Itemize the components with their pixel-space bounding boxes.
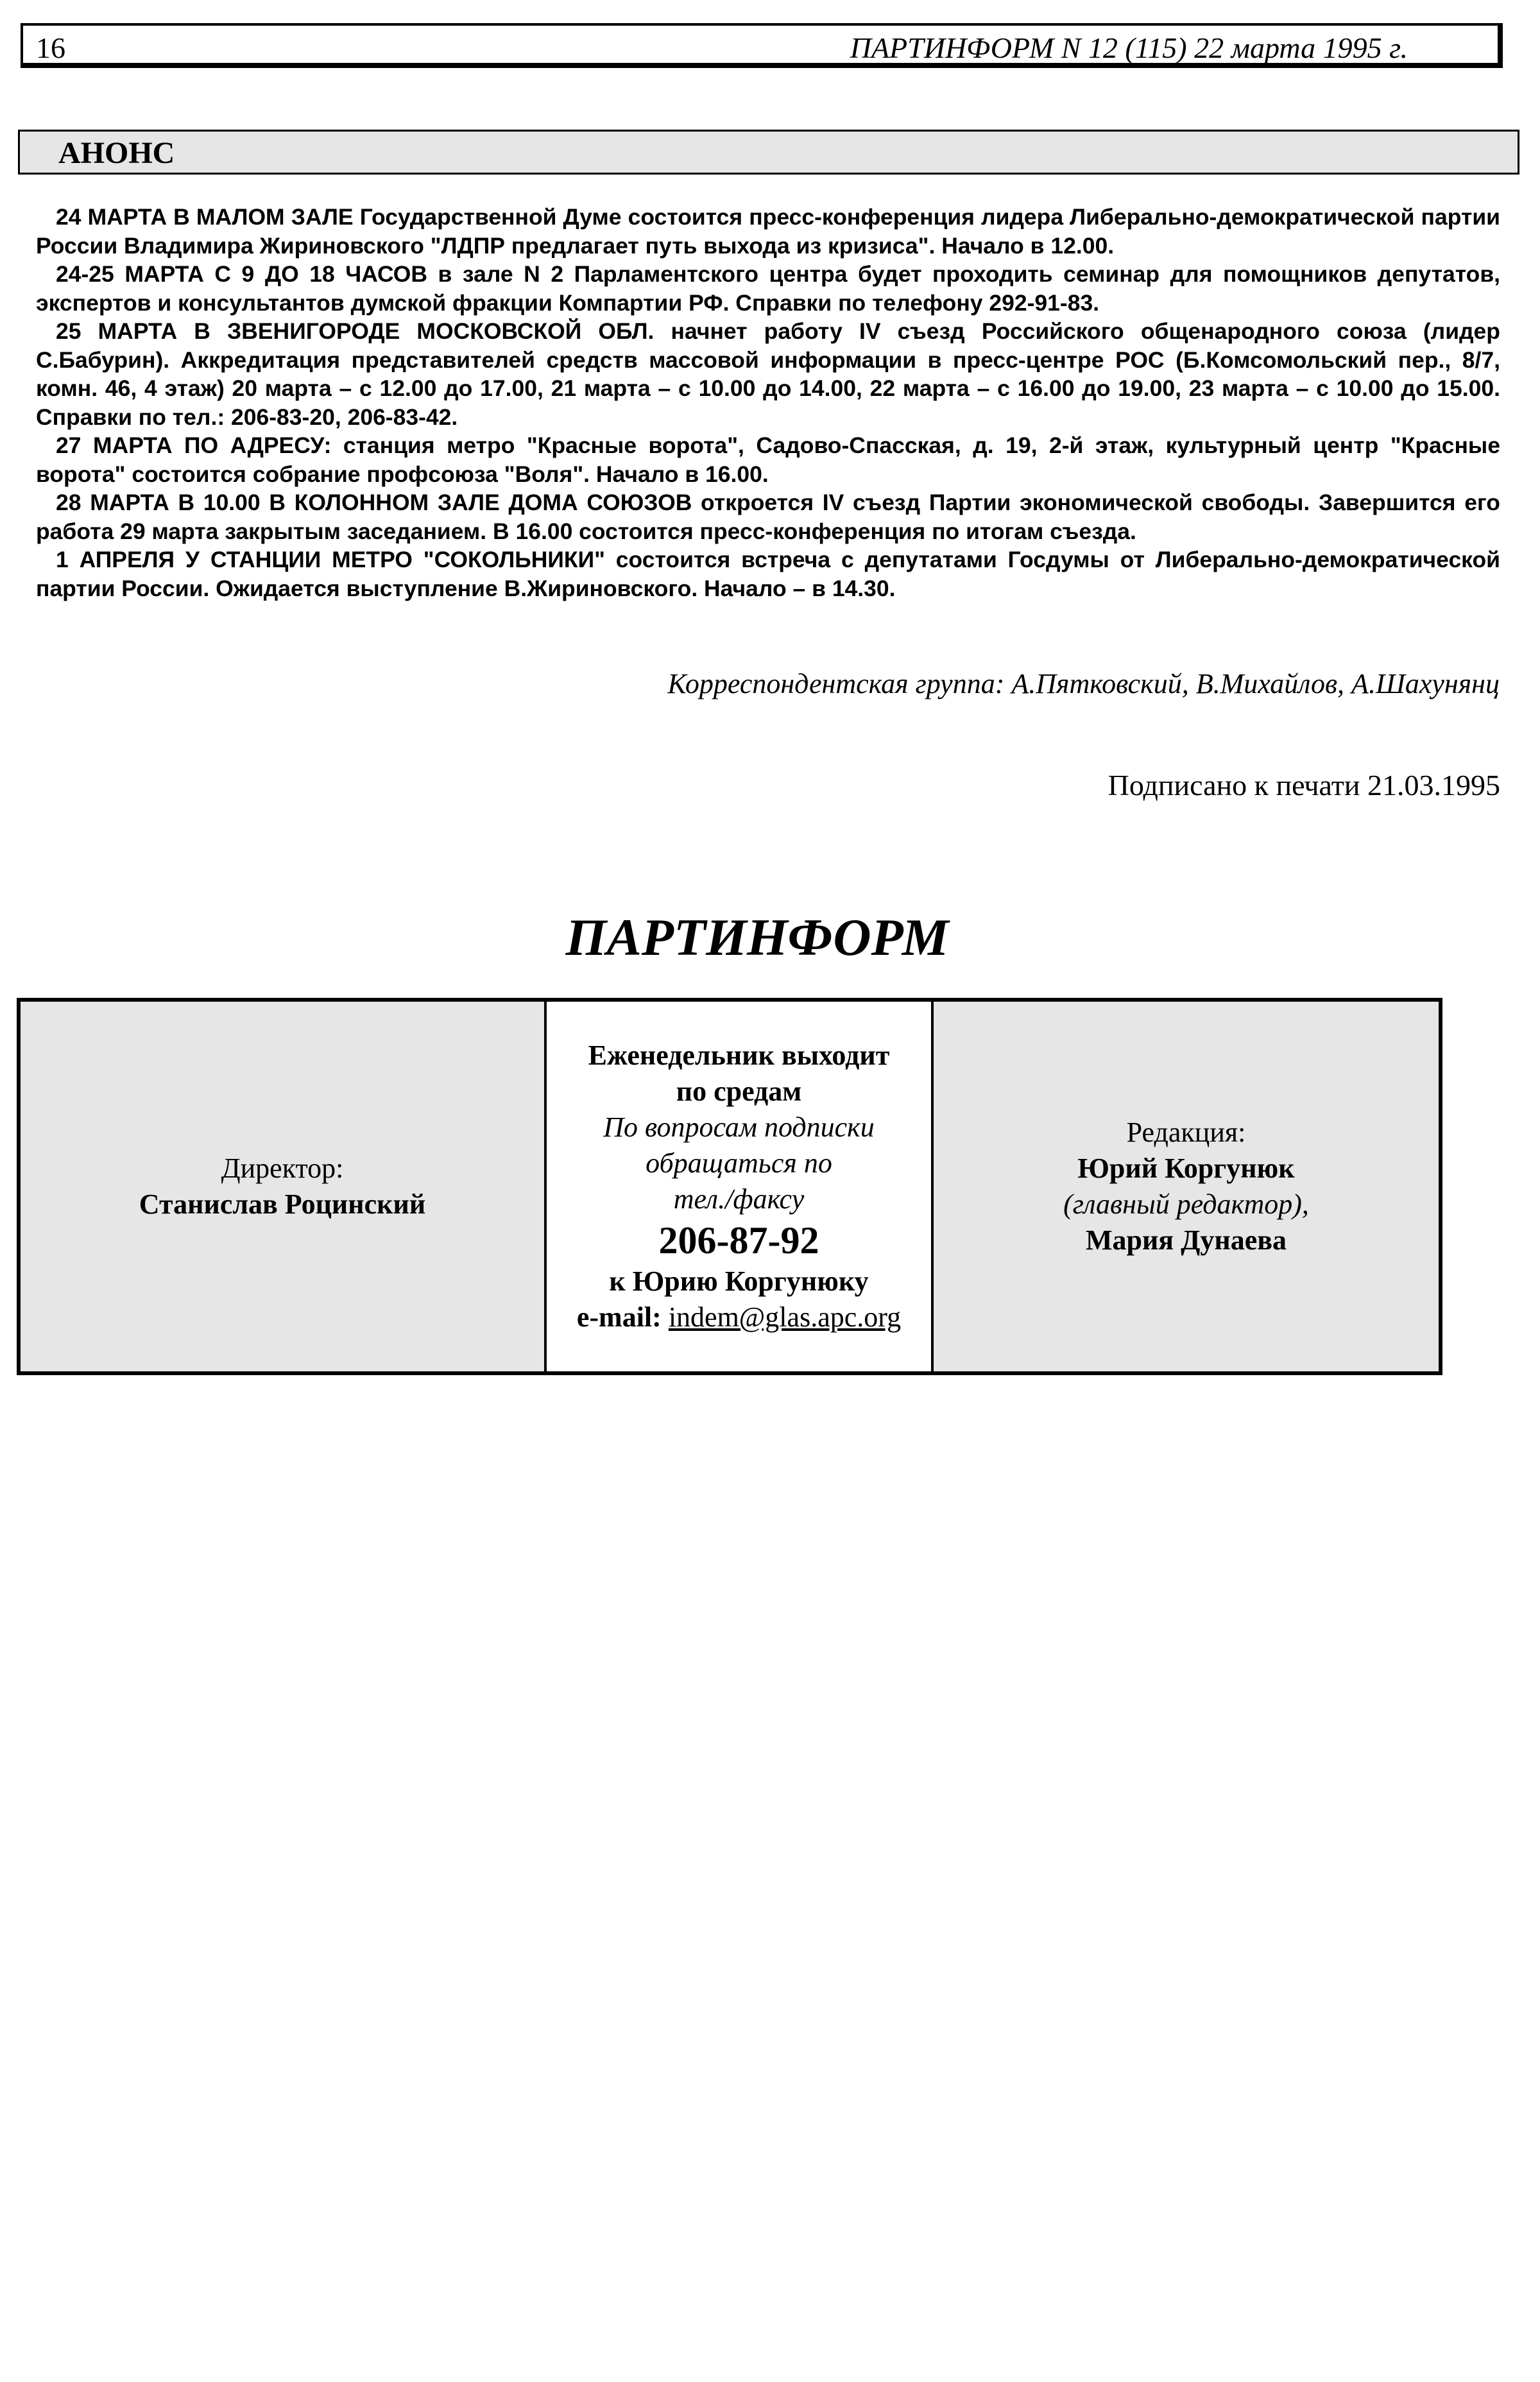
subscription-line-2: обращаться по (646, 1147, 832, 1179)
correspondents-line: Корреспондентская группа: А.Пятковский, В.Михайлов, А.Шахунянц (667, 668, 1500, 699)
section-bar (18, 130, 1519, 175)
weekly-line-1: Еженедельник выходит (588, 1040, 890, 1071)
editor-role: (главный редактор), (1063, 1188, 1309, 1220)
imprint-editorial-cell (934, 1002, 1439, 1371)
subscription-line-3: тел./факсу (673, 1183, 805, 1215)
announcement-item (36, 431, 1500, 488)
masthead-title: ПАРТИНФОРМ (565, 908, 949, 966)
announcement-lead: 25 МАРТА В ЗВЕНИГОРОДЕ МОСКОВСКОЙ ОБЛ. (56, 318, 654, 344)
running-header (21, 23, 1503, 68)
announcement-text: состоится встреча с депутатами Госдумы от Либерально-демократической партии России. Ожидается выступление В.Жириновского. Начало – в 14.30. (36, 547, 1500, 601)
announcement-lead: 1 АПРЕЛЯ У СТАНЦИИ МЕТРО "СОКОЛЬНИКИ" (56, 547, 605, 572)
director-label: Директор: (221, 1152, 344, 1184)
director-name: Станислав Роцинский (139, 1188, 426, 1220)
announcements (36, 203, 1500, 603)
announcement-text: Государственной Думе состоится пресс-конференция лидера Либерально-демократической партии России Владимира Жириновского "ЛДПР предлагает путь выхода из кризиса". Начало в 12.00. (36, 204, 1500, 259)
announcement-item (36, 317, 1500, 431)
announcement-lead: 28 МАРТА В 10.00 В КОЛОННОМ ЗАЛЕ ДОМА СОЮЗОВ (56, 490, 692, 515)
announcement-lead: 27 МАРТА ПО АДРЕСУ: (56, 433, 332, 458)
imprint-box (17, 998, 1442, 1375)
email-link[interactable]: indem@glas.apc.org (668, 1301, 902, 1333)
announcement-item (36, 203, 1500, 260)
announcement-text: станция метро "Красные ворота", Садово-Спасская, д. 19, 2-й этаж, культурный центр "Красные ворота" состоится собрание профсоюза "Воля". Начало в 16.00. (36, 433, 1500, 487)
page-number: 16 (36, 31, 65, 64)
signed-to-print: Подписано к печати 21.03.1995 (1108, 769, 1500, 801)
announcement-item (36, 260, 1500, 317)
announcement-lead: 24-25 МАРТА С 9 ДО 18 ЧАСОВ (56, 261, 427, 287)
announcement-text: начнет работу IV съезд Российского общенародного союза (лидер С.Бабурин). Аккредитация представителей средств массовой информации в пресс-центре РОС (Б.Комсомольский пер., 8/7, комн. 46, 4 этаж) 20 марта – с 12.00 до 17.00, 21 марта – с 10.00 до 14.00, 22 марта – с 16.00 до 19.00, 23 марта – с 10.00 до 15.00. Справки по тел.: 206-83-20, 206-83-42. (36, 318, 1500, 430)
imprint-director-cell (21, 1002, 547, 1371)
announcement-text: в зале N 2 Парламентского центра будет проходить семинар для помощников депутатов, экспертов и консультантов думской фракции Компартии РФ. Справки по телефону 292-91-83. (36, 261, 1501, 316)
announcement-item (36, 488, 1500, 545)
announcement-item (36, 545, 1500, 603)
editor2-name: Мария Дунаева (1085, 1224, 1287, 1256)
email-label: e-mail: (576, 1301, 662, 1333)
editorial-label: Редакция: (1126, 1117, 1246, 1148)
contact-person: к Юрию Коргунюку (609, 1265, 869, 1297)
issue-line: ПАРТИНФОРМ N 12 (115) 22 марта 1995 г. (850, 31, 1408, 64)
editor-name: Юрий Коргунюк (1077, 1152, 1295, 1184)
weekly-line-2: по средам (676, 1075, 802, 1107)
phone-number: 206-87-92 (658, 1219, 819, 1262)
subscription-line-1: По вопросам подписки (603, 1111, 875, 1143)
section-title: АНОНС (58, 136, 175, 170)
announcement-lead: 24 МАРТА В МАЛОМ ЗАЛЕ (56, 204, 354, 230)
imprint-contacts-cell (547, 1002, 934, 1371)
announcement-text: откроется IV съезд Партии экономической свободы. Завершится его работа 29 марта закрытым заседанием. В 16.00 состоится пресс-конференция по итогам съезда. (36, 490, 1500, 544)
